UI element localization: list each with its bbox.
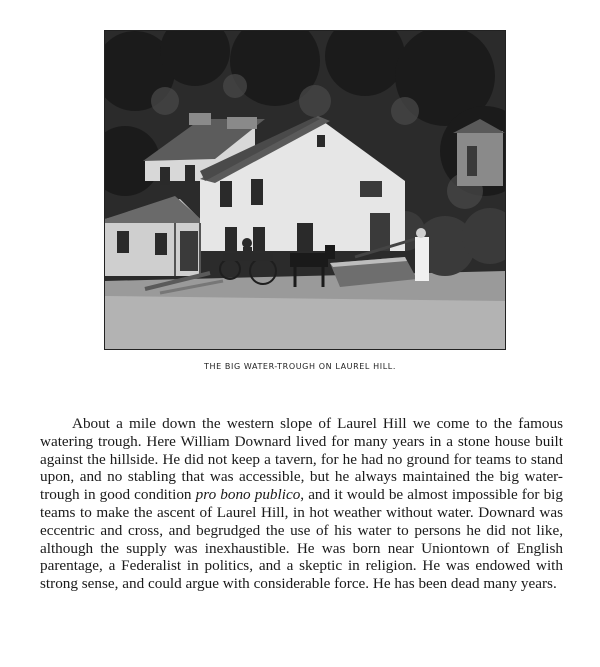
paragraph-text-part-1: About a mile down the western slope of Laurel Hill we come to the famous watering trough. Here William Downard lived for many years in a stone house built against the hillside. He did not keep a tavern, for he had no ground for teams to stand upon, and no stabling that was accessible, but he always maintained the big water-trough in good condition — [40, 415, 563, 504]
figure-caption: THE BIG WATER-TROUGH ON LAUREL HILL. — [204, 362, 396, 371]
article-paragraph — [40, 415, 563, 593]
italic-latin-phrase: pro bono publico — [195, 486, 301, 504]
photo-illustration — [105, 31, 505, 349]
paragraph-text-part-2: , and it would be almost impossible for big teams to make the ascent of Laurel Hill, in hot weather without water. Downard was eccentric and cross, and begrudged the use of his water to persons he did not like, although the supply was inexhaustible. He was born near Uniontown of English parentage, a Federalist in politics, and a skeptic in religion. He was endowed with strong sense, and could argue with considerable force. He has been dead many years. — [40, 486, 563, 593]
photograph-water-trough — [104, 30, 506, 350]
